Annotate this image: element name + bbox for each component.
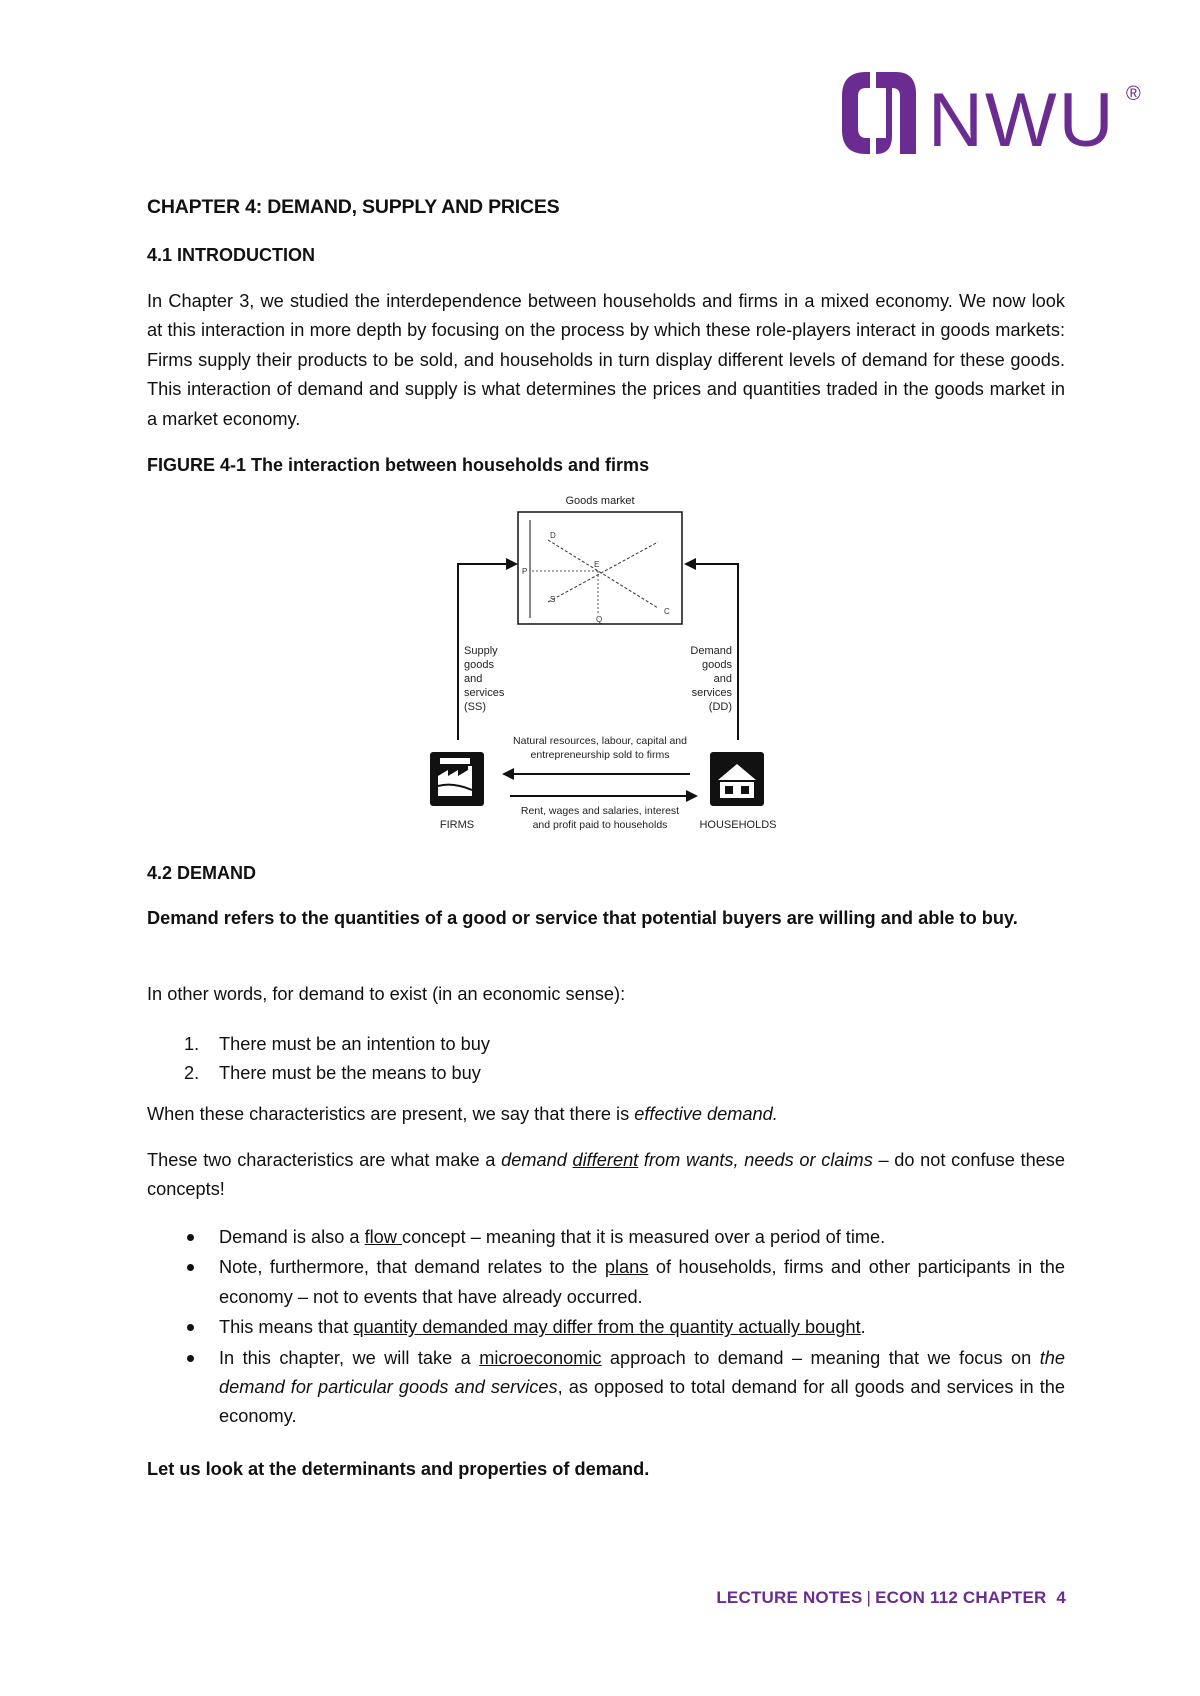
chapter-title: CHAPTER 4: DEMAND, SUPPLY AND PRICES [147, 196, 560, 218]
bullet-icon [187, 1324, 194, 1331]
chart-letter: C [664, 607, 670, 616]
intro-heading: 4.1 INTRODUCTION [147, 245, 316, 265]
effective-demand-line: When these characteristics are present, we say that there is effective demand. [147, 1104, 778, 1124]
page-footer: LECTURE NOTES | ECON 112 CHAPTER 4 [716, 1588, 1066, 1607]
bullet-icon [187, 1234, 194, 1241]
list-item: Demand is also a flow concept – meaning that it is measured over a period of time. [147, 1223, 1065, 1252]
arrow-left-icon [684, 558, 696, 570]
arrow-right-icon [686, 790, 698, 802]
svg-text:Rent, wages and salaries, inte: Rent, wages and salaries, interest [520, 805, 680, 817]
svg-text:(SS): (SS) [464, 701, 486, 713]
conditions-list [147, 1030, 490, 1089]
goods-market-label: Goods market [565, 495, 635, 507]
difference-paragraph: These two characteristics are what make a demand different from wants, needs or claims – do not confuse these concepts! [147, 1150, 1066, 1200]
demand-heading: 4.2 DEMAND [147, 863, 257, 883]
chart-letter: E [594, 560, 600, 569]
list-item: 2. There must be the means to buy [184, 1063, 481, 1084]
list-item: Note, furthermore, that demand relates to the plans of households, firms and other participants in the economy – not to events that have already occurred. [147, 1253, 1065, 1312]
figure-caption: FIGURE 4-1 The interaction between households and firms [147, 455, 650, 475]
chart-letter: D [550, 531, 556, 540]
svg-text:(DD): (DD) [708, 701, 732, 713]
bullet-icon [187, 1264, 194, 1271]
chart-letter: P [522, 567, 528, 576]
intro-paragraph: In Chapter 3, we studied the interdependence between households and firms in a mixed economy. We now look at this interaction in more depth by focusing on the process by which these role-players interact in goods markets: Firms supply their products to be sold, and households in turn display different levels of demand for these goods. This interaction of demand and supply is what determines the prices and quantities traded in the goods market in a market economy. [147, 291, 1065, 429]
demand-intro-line: In other words, for demand to exist (in an economic sense): [147, 984, 626, 1004]
list-item: This means that quantity demanded may differ from the quantity actually bought. [147, 1313, 1065, 1342]
bullet-icon [187, 1355, 194, 1362]
svg-text:services: services [464, 687, 505, 699]
demand-definition: Demand refers to the quantities of a good or service that potential buyers are willing and able to buy. [147, 908, 1018, 928]
list-item: In this chapter, we will take a microeconomic approach to demand – meaning that we focus on the demand for particular goods and services, as opposed to total demand for all goods and services in the economy. [147, 1344, 1065, 1432]
svg-text:goods: goods [702, 659, 732, 671]
house-icon [710, 752, 764, 806]
svg-text:Natural resources, labour, cap: Natural resources, labour, capital and [513, 735, 687, 747]
svg-text:and: and [464, 673, 483, 685]
goods-market-box [518, 512, 682, 624]
nwu-logo-text: NWU [928, 78, 1116, 160]
demand-bullets [147, 1223, 1065, 1433]
nwu-emblem-icon [842, 72, 916, 154]
firms-label: FIRMS [439, 819, 475, 831]
svg-text:services: services [691, 687, 732, 699]
arrow-left-icon [502, 768, 514, 780]
circular-flow-diagram [428, 490, 788, 850]
chart-letter: Q [596, 615, 603, 624]
svg-text:and: and [713, 673, 732, 685]
svg-text:goods: goods [464, 659, 494, 671]
chart-letter: S [550, 595, 556, 604]
registered-mark: ® [1126, 83, 1141, 105]
nwu-logo [836, 66, 1148, 160]
svg-text:Supply: Supply [464, 645, 498, 657]
svg-text:entrepreneurship sold to firms: entrepreneurship sold to firms [530, 749, 670, 761]
households-label: HOUSEHOLDS [699, 819, 777, 831]
list-item: 1. There must be an intention to buy [184, 1034, 490, 1054]
svg-text:Demand: Demand [690, 645, 732, 657]
svg-text:and profit paid to households: and profit paid to households [532, 819, 668, 831]
arrow-right-icon [506, 558, 518, 570]
factory-icon [430, 752, 484, 806]
closing-line: Let us look at the determinants and properties of demand. [147, 1459, 650, 1479]
